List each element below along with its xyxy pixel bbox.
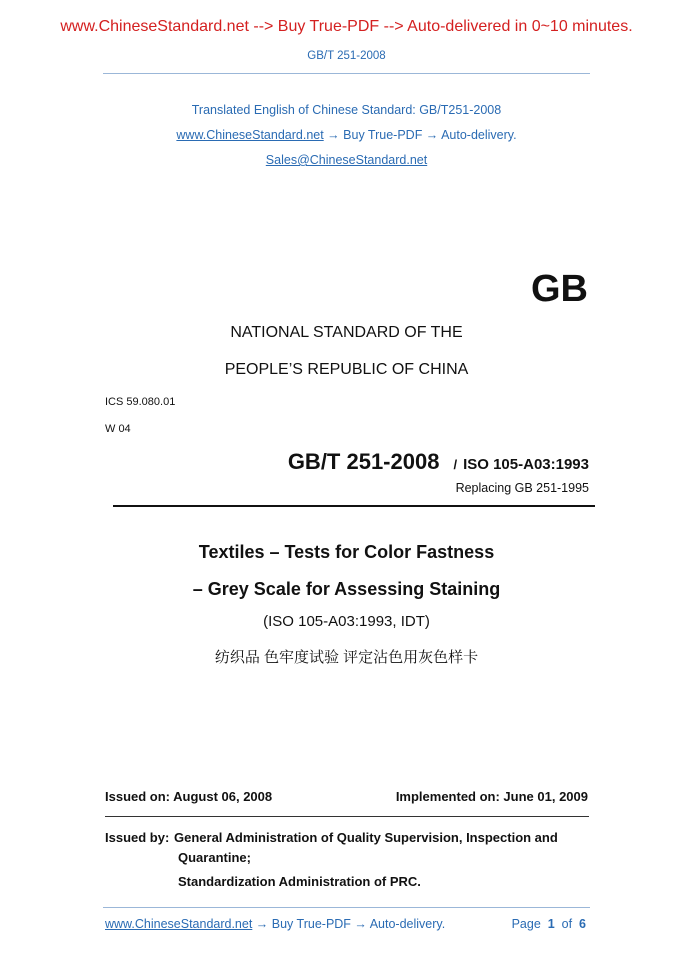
- top-banner[interactable]: www.ChineseStandard.net --> Buy True-PDF --> Auto-delivered in 0~10 minutes.: [60, 18, 633, 35]
- issued-on: Issued on: August 06, 2008: [105, 789, 273, 804]
- email-line: [0, 153, 693, 167]
- page-current: 1: [547, 917, 555, 931]
- page-indicator: [512, 917, 586, 931]
- title-line1: Textiles – Tests for Color Fastness: [198, 542, 495, 562]
- header-divider: [103, 73, 590, 74]
- email-link[interactable]: Sales@ChineseStandard.net: [265, 153, 428, 167]
- gb-mark: GB: [531, 268, 588, 310]
- dates-divider: [105, 816, 589, 817]
- issued-by-authority-1-cont: Quarantine;: [178, 850, 251, 865]
- standard-number: [288, 449, 589, 475]
- title-divider: [113, 505, 595, 507]
- title-line2: – Grey Scale for Assessing Staining: [192, 579, 501, 599]
- replacing-note: Replacing GB 251-1995: [455, 481, 589, 495]
- national-standard-line2: PEOPLE’S REPUBLIC OF CHINA: [224, 361, 469, 378]
- footer-buy-rest: → Buy True-PDF → Auto-delivery.: [252, 917, 446, 931]
- buy-line: [0, 128, 693, 142]
- website-link[interactable]: www.ChineseStandard.net: [176, 128, 324, 142]
- translation-notice: Translated English of Chinese Standard: GB/T251-2008: [191, 103, 502, 117]
- buy-line-rest: → Buy True-PDF → Auto-delivery.: [323, 128, 517, 142]
- issued-by-authority-2: Standardization Administration of PRC.: [178, 874, 421, 889]
- page-total: 6: [579, 917, 586, 931]
- footer-buy-line: [105, 917, 445, 931]
- iso-standard-number: ISO 105-A03:1993: [463, 456, 589, 473]
- page-word: Page: [511, 917, 541, 931]
- national-standard-line1: NATIONAL STANDARD OF THE: [230, 324, 463, 341]
- page-of: of: [561, 917, 573, 931]
- issued-by-label: Issued by:: [105, 830, 170, 845]
- title-iso-reference: (ISO 105-A03:1993, IDT): [263, 613, 430, 630]
- footer-divider: [103, 907, 590, 908]
- gb-standard-number: GB/T 251-2008: [287, 449, 440, 474]
- implemented-on: Implemented on: June 01, 2009: [395, 789, 588, 804]
- footer-website-link[interactable]: www.ChineseStandard.net: [105, 917, 253, 931]
- header-doc-id: GB/T 251-2008: [307, 50, 386, 62]
- issued-by-authority-1: General Administration of Quality Supervision, Inspection and: [174, 830, 558, 845]
- ccs-code: W 04: [105, 423, 131, 435]
- title-chinese: 纺织品 色牢度试验 评定沾色用灰色样卡: [214, 649, 479, 666]
- ics-code: ICS 59.080.01: [105, 396, 176, 408]
- number-separator: /: [453, 457, 458, 472]
